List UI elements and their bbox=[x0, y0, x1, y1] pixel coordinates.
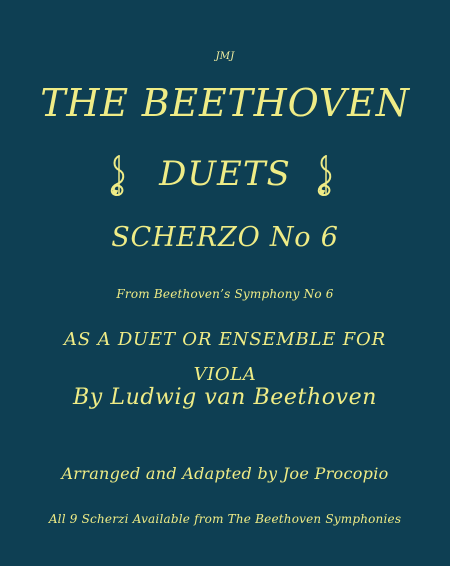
availability-line: All 9 Scherzi Available from The Beethoven Symphonies bbox=[48, 512, 402, 526]
arranger-line: Arranged and Adapted by Joe Procopio bbox=[61, 464, 389, 483]
main-title: THE BEETHOVEN bbox=[40, 81, 410, 125]
bottom-margin bbox=[0, 566, 450, 582]
source-line: From Beethoven’s Symphony No 6 bbox=[116, 287, 334, 301]
subtitle-row bbox=[0, 153, 450, 199]
arrangement-line: AS A DUET OR ENSEMBLE FOR bbox=[64, 329, 386, 350]
subtitle: DUETS bbox=[159, 154, 291, 194]
initials: JMJ bbox=[215, 51, 235, 62]
treble-clef-icon bbox=[312, 153, 338, 197]
piece-title: SCHERZO No 6 bbox=[111, 222, 339, 253]
composer-line: By Ludwig van Beethoven bbox=[73, 385, 377, 410]
instrument: VIOLA bbox=[193, 364, 257, 385]
